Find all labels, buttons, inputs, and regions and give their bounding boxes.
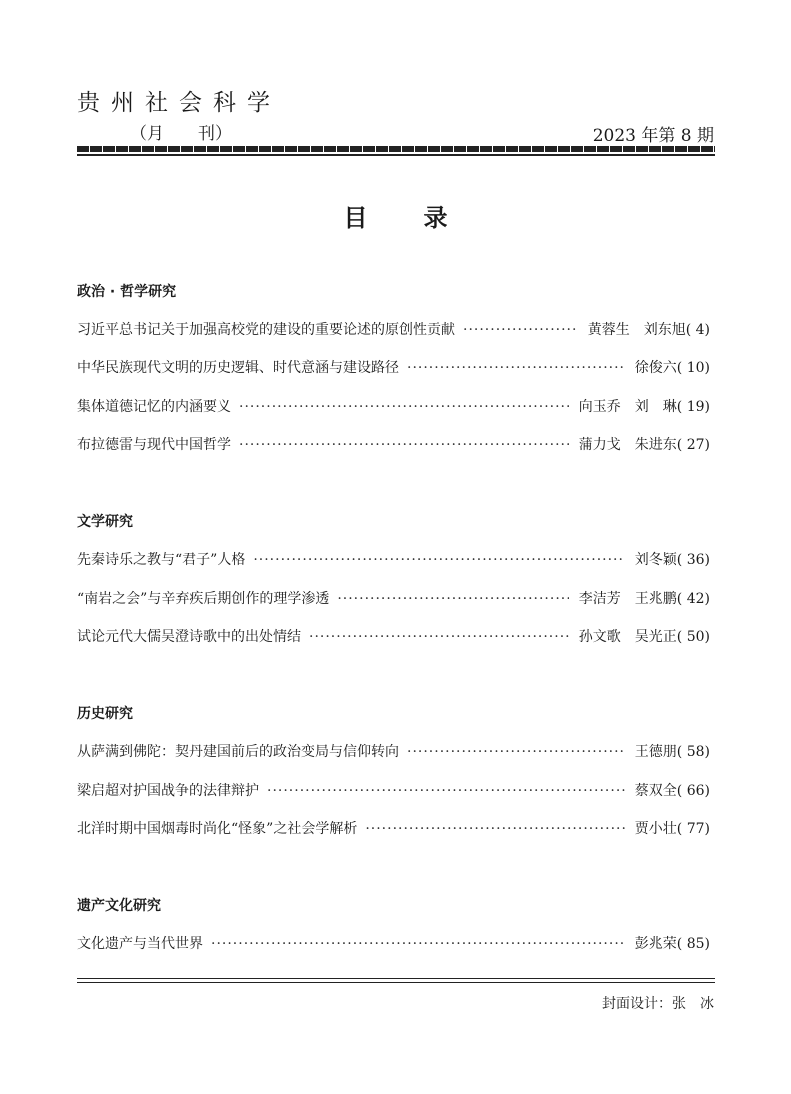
toc-entry[interactable] — [77, 549, 710, 569]
header-rule-dashed — [77, 146, 715, 152]
cover-design-credit: 封面设计：张 冰 — [602, 996, 714, 1012]
toc-entry[interactable] — [77, 818, 710, 838]
entry-page: ( 58) — [676, 744, 710, 760]
toc-title: 目录 — [343, 204, 504, 232]
entry-authors: 向玉乔 刘 琳 — [578, 399, 677, 415]
toc-entry[interactable] — [77, 588, 710, 608]
entry-authors: 孙文歌 吴光正 — [578, 629, 677, 645]
entry-authors: 王德朋 — [634, 744, 677, 760]
entry-page: ( 19) — [676, 399, 710, 415]
issue-number: 2023 年第 8 期 — [592, 126, 714, 146]
entry-page: ( 50) — [676, 629, 710, 645]
dot-leader — [309, 629, 569, 645]
entry-title: 中华民族现代文明的历史逻辑、时代意涵与建设路径 — [77, 360, 399, 376]
entry-title: 北洋时期中国烟毒时尚化“怪象”之社会学解析 — [77, 821, 358, 837]
entry-page: ( 42) — [676, 591, 710, 607]
toc-entry[interactable] — [77, 626, 710, 646]
header-rule-solid — [77, 154, 715, 156]
entry-authors: 刘冬颖 — [634, 552, 677, 568]
entry-page: ( 77) — [676, 821, 710, 837]
dot-leader — [407, 360, 625, 376]
entry-title: “南岩之会”与辛弃疾后期创作的理学渗透 — [77, 591, 330, 607]
entry-title: 习近平总书记关于加强高校党的建设的重要论述的原创性贡献 — [77, 322, 455, 338]
entry-page: ( 27) — [676, 437, 710, 453]
toc-entry[interactable] — [77, 780, 710, 800]
dot-leader — [253, 552, 624, 568]
entry-authors: 蔡双全 — [634, 783, 677, 799]
dot-leader — [267, 783, 625, 799]
dot-leader — [239, 437, 569, 453]
entry-authors: 彭兆荣 — [634, 936, 677, 952]
entry-authors: 蒲力戈 朱进东 — [578, 437, 677, 453]
toc-entry[interactable] — [77, 434, 710, 454]
entry-page: ( 66) — [676, 783, 710, 799]
entry-authors: 贾小壮 — [634, 821, 677, 837]
dot-leader — [239, 399, 569, 415]
section-heading: 历史研究 — [77, 706, 133, 722]
toc-entry[interactable] — [77, 357, 710, 377]
toc-entry[interactable] — [77, 933, 710, 953]
entry-page: ( 85) — [676, 936, 710, 952]
entry-title: 先秦诗乐之教与“君子”人格 — [77, 552, 246, 568]
journal-title: 贵州社会科学 — [77, 90, 281, 116]
entry-title: 文化遗产与当代世界 — [77, 936, 203, 952]
section-heading: 政治 · 哲学研究 — [77, 284, 177, 300]
toc-entry[interactable] — [77, 396, 710, 416]
section-heading: 文学研究 — [77, 514, 133, 530]
entry-title: 布拉德雷与现代中国哲学 — [77, 437, 231, 453]
dot-leader — [407, 744, 625, 760]
toc-entry[interactable] — [77, 319, 710, 339]
entry-authors: 黄蓉生 刘东旭 — [587, 322, 686, 338]
toc-entry[interactable] — [77, 741, 710, 761]
footer-rule-top — [77, 978, 715, 979]
dot-leader — [365, 821, 624, 837]
publication-frequency: （月 刊） — [130, 124, 232, 144]
entry-title: 试论元代大儒吴澄诗歌中的出处情结 — [77, 629, 301, 645]
dot-leader — [337, 591, 568, 607]
section-heading: 遗产文化研究 — [77, 898, 161, 914]
entry-title: 梁启超对护国战争的法律辩护 — [77, 783, 259, 799]
entry-page: ( 36) — [676, 552, 710, 568]
entry-page: ( 10) — [676, 360, 710, 376]
entry-title: 从萨满到佛陀：契丹建国前后的政治变局与信仰转向 — [77, 744, 399, 760]
footer-rule-bottom — [77, 982, 715, 983]
entry-title: 集体道德记忆的内涵要义 — [77, 399, 231, 415]
entry-authors: 李洁芳 王兆鹏 — [578, 591, 677, 607]
dot-leader — [463, 322, 578, 338]
dot-leader — [211, 936, 625, 952]
entry-authors: 徐俊六 — [634, 360, 677, 376]
entry-page: ( 4) — [685, 322, 710, 338]
